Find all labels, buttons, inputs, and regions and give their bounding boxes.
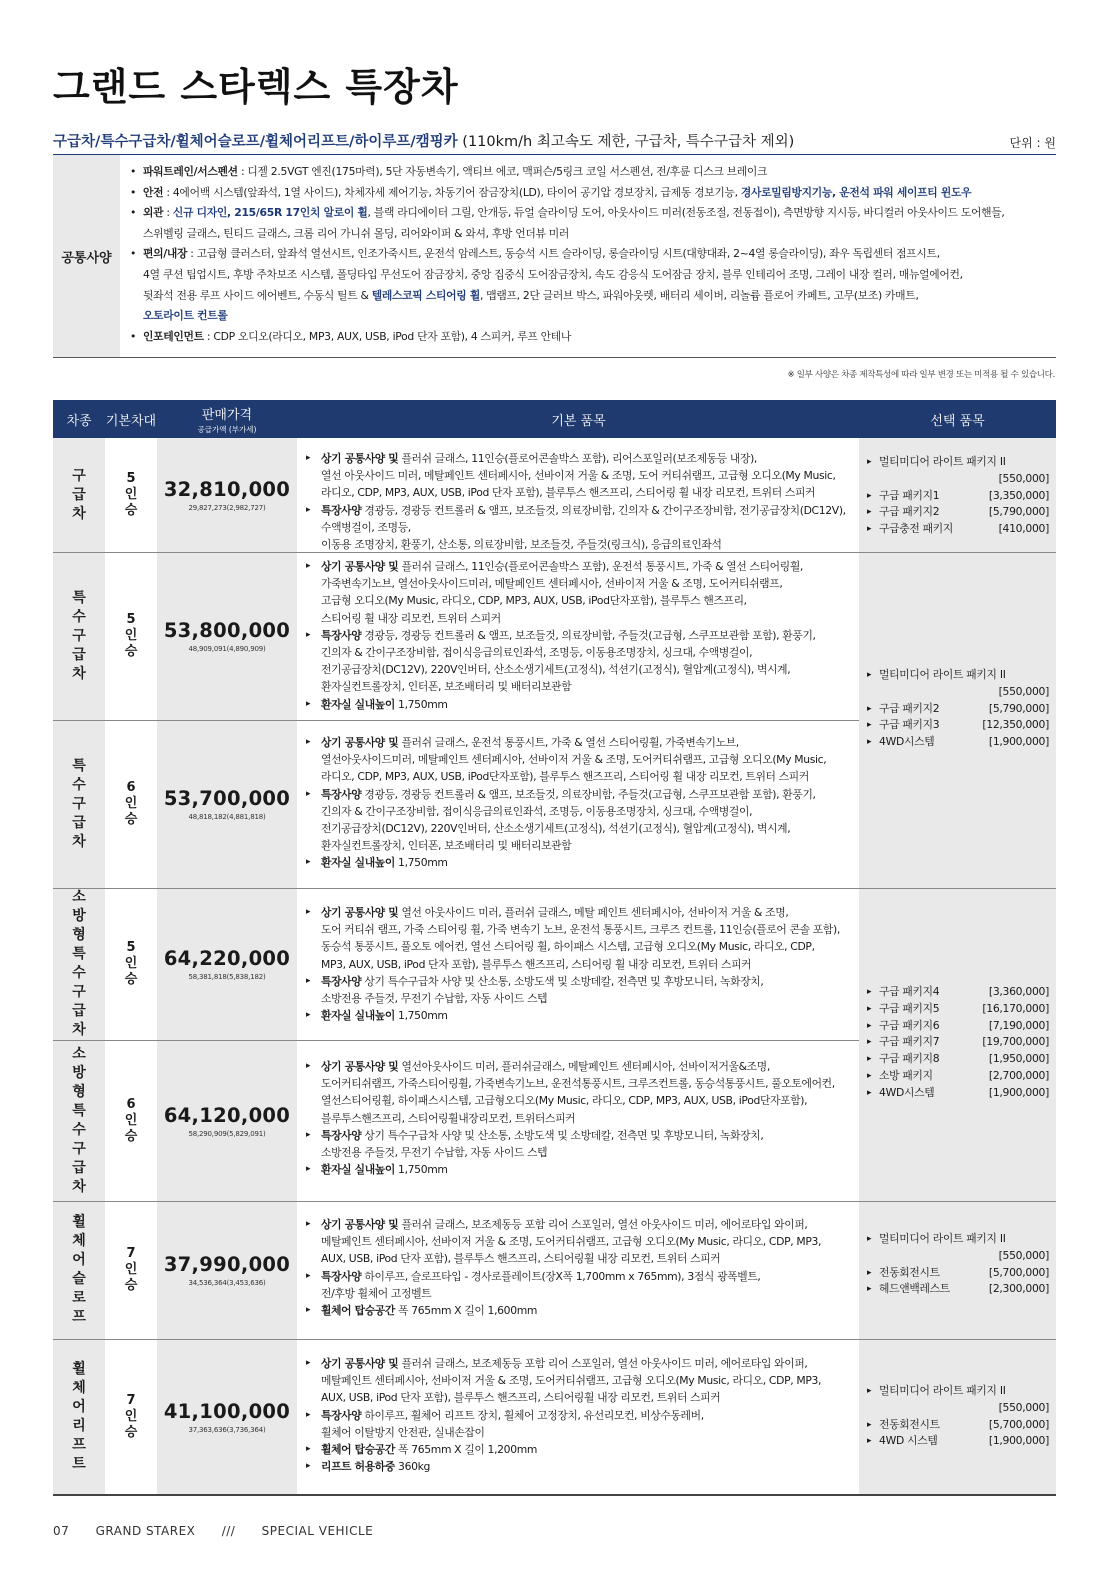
option-price: [5,790,000] [988, 505, 1049, 519]
supply-price: 58,381,818(5,838,182) [188, 973, 266, 981]
seat-count: 6인승 [124, 1096, 138, 1144]
basic-item-label: 상기 공통사양 및 [321, 1060, 399, 1073]
vehicle-type-cell [53, 552, 105, 720]
option-item [867, 984, 1049, 1001]
option-column-divider [859, 552, 1056, 553]
basic-item [301, 1058, 856, 1127]
option-column-divider [859, 888, 1056, 889]
common-spec-item-text: : CDP 오디오(라디오, MP3, AUX, USB, iPod 단자 포함), 4 스피커, 루프 안테나 [203, 329, 572, 343]
basic-item-text: 플러쉬 글래스, 11인승(플로어콘솔박스 포함), 운전석 통풍시트, 가죽 & 열선 스티어링휠, 가죽변속기노브, 열선아웃사이드미러, 메탈페인트 센터페시아, 선바이저 거울 & 조명, 도어커티쉬램프, 고급형 오디오(My Music, 라디오, CDP, MP3, AUX, USB, iPod단자포함), 블루투스 핸즈프리, 스티어링 휠 내장 리모컨, 트위터 스피커 [321, 560, 804, 625]
sale-price: 41,100,000 [163, 1399, 291, 1423]
option-name: 전동회전시트 [879, 1417, 940, 1431]
common-spec-item [127, 265, 1057, 286]
vehicle-type-cell [53, 1201, 105, 1339]
option-price: [1,900,000] [988, 735, 1049, 749]
basic-item-text: 플러쉬 글래스, 보조제동등 포함 리어 스포일러, 열선 아웃사이드 미러, 에어로타입 와이퍼, 메탈페인트 센터페시아, 선바이저 거울 & 조명, 도어커티쉬램프, 고급형 오디오(My Music, 라디오, CDP, MP3, AUX, USB, iPod 단자 포함), 블루투스 핸즈프리, 스티어링휠 내장 리모컨, 트위터 스피커 [321, 1357, 822, 1405]
common-spec-label: 공통사양 [53, 155, 120, 357]
option-column-divider [859, 1339, 1056, 1340]
basic-items-cell [301, 1339, 856, 1494]
option-item [867, 1001, 1049, 1018]
sale-price: 64,220,000 [163, 947, 291, 970]
common-spec-item [127, 162, 1057, 183]
option-price: [3,350,000] [988, 488, 1049, 502]
basic-item-text: 하이루프, 슬로프타입 - 경사로플레이트(장X폭 1,700mm x 765mm), 3점식 광폭벨트, 전/후방 휠체어 고정벨트 [321, 1269, 761, 1300]
option-price: [3,360,000] [988, 985, 1049, 998]
option-name: 멀티미디어 라이트 패키지 II [879, 668, 1006, 681]
basic-item-text: 하이루프, 휠체어 리프트 장치, 휠체어 고정장치, 유선리모컨, 비상수동레버, 휠체어 이탈방지 안전판, 실내손잡이 [321, 1408, 704, 1439]
supply-price: 48,909,091(4,890,909) [188, 645, 266, 653]
seat-count: 7인승 [124, 1246, 138, 1293]
footer-brand: GRAND STAREX [95, 1524, 196, 1538]
seat-count: 5인승 [124, 471, 138, 518]
basic-item-text: 플러쉬 글래스, 운전석 통풍시트, 가죽 & 열선 스티어링휠, 가죽변속기노브, 열선아웃사이드미러, 메탈페인트 센터페시아, 선바이저 거울 & 조명, 도어커티쉬램프, 고급형 오디오(My Music, 라디오, CDP, MP3, AUX, USB, iPod단자포함), 블루투스 핸즈프리, 스티어링 휠 내장 리모컨, 트위터 스피커 [321, 736, 827, 784]
vehicle-type: 소방형특수구급차 [72, 889, 86, 1038]
basic-item-text: 열선 아웃사이드 미러, 플러쉬 글래스, 메탈 페인트 센터페시아, 선바이저 거울 & 조명, 도어 커티쉬 램프, 가죽 스티어링 휠, 가죽 변속기 노브, 운전석 통풍시트, 크루즈 컨트롤, 11인승(플로어 콘솔 포함), 동승석 통풍시트, 풀오토 에어컨, 열선 스티어링 휠, 하이패스 시스템, 고급형 오디오(My Music, 라디오, CDP, MP3, AUX, USB, iPod 단자 포함), 블루투스 핸즈프리, 스티어링 휠 내장 리모컨, 트위터 스피커 [321, 906, 840, 971]
common-spec-item-text: : 디젤 2.5VGT 엔진(175마력), 5단 자동변속기, 액티브 에코, 맥퍼슨/5링크 코일 서스펜션, 전/후륜 디스크 브레이크 [237, 165, 768, 178]
basic-item-label: 특장사양 [321, 1408, 362, 1422]
basic-item-label: 환자실 실내높이 [321, 697, 395, 711]
option-name: 4WD시스템 [879, 735, 935, 749]
header-price: 판매가격 공급가액 (부가세) [197, 407, 257, 434]
basic-item-label: 상기 공통사양 및 [321, 906, 399, 919]
option-price: [1,900,000] [988, 1434, 1049, 1448]
vehicle-type: 특수구급차 [72, 589, 86, 682]
option-item [867, 667, 1049, 701]
basic-item-text: 열선아웃사이드 미러, 플러쉬글래스, 메탈페인트 센터페시아, 선바이저거울&조명, 도어커티쉬램프, 가죽스티어링휠, 가죽변속기노브, 운전석통풍시트, 크루즈컨트롤, 동승석통풍시트, 풀오토에어컨, 열선스티어링휠, 하이패스시스템, 고급형오디오(My Music, 라디오, CDP, MP3, AUX, USB, iPod단자포함), 블루투스핸즈프리, 스티어링휠내장리모컨, 트위터스피커 [321, 1060, 835, 1125]
option-name: 구급 패키지6 [879, 1018, 940, 1032]
basic-item-text: 1,750mm [394, 1163, 448, 1177]
option-name: 구급 패키지1 [879, 488, 940, 502]
option-items-cell [859, 438, 1056, 552]
basic-item [301, 627, 856, 696]
supply-price: 29,827,273(2,982,727) [188, 504, 266, 512]
basic-item-label: 리프트 허용하중 [321, 1460, 395, 1474]
basic-item-text: 플러쉬 글래스, 11인승(플로어콘솔박스 포함), 리어스포일러(보조제동등 내장), 열선 아웃사이드 미러, 메탈페인트 센터페시아, 선바이저 거울 & 조명, 도어 커티쉬램프, 고급형 오디오(My Music, 라디오, CDP, MP3, AUX, USB, iPod 단자 포함), 블루투스 핸즈프리, 스티어링 휠 내장 리모컨, 트위터 스피커 [321, 452, 836, 500]
option-price: [16,170,000] [982, 1001, 1049, 1015]
basic-items-cell [301, 438, 856, 552]
basic-item-label: 환자실 실내높이 [321, 1163, 395, 1177]
basic-item-label: 상기 공통사양 및 [321, 560, 399, 573]
basic-item [301, 734, 856, 786]
basic-item-text: 경광등, 경광등 컨트롤러 & 앰프, 보조들것, 의료장비함, 긴의자 & 간이구조장비함, 전기공급장치(DC12V), 수액병걸이, 조명등, 이동용 조명장치, 환풍기, 산소통, 의료장비함, 보조들것, 주들것(링크식), 응급의료인좌석 [321, 503, 846, 552]
common-spec-item [127, 306, 1057, 327]
common-spec-item-text: 4열 쿠션 팁업시트, 후방 주차보조 시스템, 폴딩타입 무선도어 잠금장치, 중앙 집중식 도어잠금장치, 속도 감응식 도어잠금 장치, 블루 인테리어 조명, 그레이 내장 컬러, 매뉴얼에어컨, [143, 267, 963, 281]
subheading [53, 132, 1056, 152]
base-chassis-cell [105, 438, 157, 552]
option-name: 소방 패키지 [879, 1068, 933, 1082]
price-cell [157, 1339, 297, 1494]
footer [53, 1524, 395, 1538]
option-item [867, 1034, 1049, 1051]
basic-item [301, 1268, 856, 1302]
basic-item [301, 696, 856, 713]
option-item [867, 717, 1049, 734]
unit-label: 단위 : 원 [1009, 136, 1056, 150]
basic-item-label: 특장사양 [321, 1128, 362, 1142]
common-spec-item-label: 인포테인먼트 [143, 329, 204, 343]
basic-item [301, 1441, 856, 1458]
option-name: 구급 패키지5 [879, 1001, 940, 1015]
option-name: 구급 패키지4 [879, 985, 940, 998]
option-price: [12,350,000] [982, 718, 1049, 732]
basic-item-label: 특장사양 [321, 628, 362, 642]
basic-items-cell [301, 552, 856, 720]
page-title: 그랜드 스타렉스 특장차 [53, 65, 459, 109]
common-spec-item-text: , 맵램프, 2단 글러브 박스, 파워아웃렛, 배터리 세이버, 리놀륨 플로어 카페트, 고무(보조) 카매트, [480, 288, 919, 302]
header-type: 차종 [66, 413, 92, 429]
basic-item-text: 상기 특수구급차 사양 및 산소통, 소방도색 및 소방데칼, 전측면 및 후방모니터, 녹화장치, 소방전용 주들것, 무전기 수납함, 자동 사이드 스텝 [321, 974, 764, 1006]
basic-item-text: 상기 특수구급차 사양 및 산소통, 소방도색 및 소방데칼, 전측면 및 후방모니터, 녹화장치, 소방전용 주들것, 무전기 수납함, 자동 사이드 스텝 [321, 1128, 764, 1160]
subheading-models: 구급차/특수구급차/휠체어슬로프/휠체어리프트/하이루프/캠핑카 [53, 134, 458, 150]
option-list [867, 984, 1049, 1102]
vehicle-type: 구급차 [72, 467, 86, 522]
basic-item-text: 플러쉬 글래스, 보조제동등 포함 리어 스포일러, 열선 아웃사이드 미러, 에어로타입 와이퍼, 메탈페인트 센터페시아, 선바이저 거울 & 조명, 도어커티쉬램프, 고급형 오디오(My Music, 라디오, CDP, MP3, AUX, USB, iPod 단자 포함), 블루투스 핸즈프리, 스티어링휠 내장 리모컨, 트위터 스피커 [321, 1218, 822, 1266]
option-item [867, 1433, 1049, 1450]
option-name: 멀티미디어 라이트 패키지 II [879, 1232, 1006, 1245]
base-chassis-cell [105, 720, 157, 888]
vehicle-type-cell [53, 888, 105, 1040]
basic-item [301, 786, 856, 855]
option-price: [550,000] [998, 1400, 1049, 1414]
option-price: [1,900,000] [988, 1085, 1049, 1099]
option-price: [550,000] [998, 684, 1049, 698]
base-chassis-cell [105, 1040, 157, 1201]
supply-price: 34,536,364(3,453,636) [188, 1279, 266, 1287]
header-base: 기본차대 [105, 413, 157, 429]
option-item [867, 1068, 1049, 1085]
option-items-cell [859, 1339, 1056, 1494]
option-name: 멀티미디어 라이트 패키지 II [879, 455, 1006, 468]
option-price: [5,700,000] [988, 1265, 1049, 1279]
supply-price: 48,818,182(4,881,818) [188, 813, 266, 821]
option-list [867, 454, 1049, 538]
price-cell [157, 888, 297, 1040]
option-name: 구급충전 패키지 [879, 522, 954, 536]
vehicle-type-cell [53, 438, 105, 552]
option-name: 구급 패키지3 [879, 718, 940, 732]
disclaimer-note: ※ 일부 사양은 차종 제작특성에 따라 일부 변경 또는 미적용 될 수 있습니다. [787, 370, 1055, 380]
common-spec-item [127, 203, 1057, 224]
basic-item [301, 854, 856, 871]
option-price: [5,700,000] [988, 1417, 1049, 1431]
basic-item-label: 상기 공통사양 및 [321, 452, 399, 465]
sale-price: 37,990,000 [163, 1253, 291, 1276]
option-item [867, 504, 1049, 521]
option-name: 멀티미디어 라이트 패키지 II [879, 1384, 1006, 1397]
option-name: 전동회전시트 [879, 1265, 940, 1279]
option-item [867, 734, 1049, 751]
common-spec-item-label: 파워트레인/서스펜션 [143, 165, 238, 178]
seat-count: 5인승 [124, 940, 138, 987]
basic-item [301, 1127, 856, 1161]
basic-item [301, 1458, 856, 1475]
common-spec-item [127, 327, 1057, 348]
basic-item-text: 경광등, 경광등 컨트롤러 & 앰프, 보조들것, 의료장비함, 주들것(고급형, 스쿠프보관함 포함), 환풍기, 긴의자 & 간이구조장비함, 접이식응급의료인좌석, 조명등, 이동용조명장치, 싱크대, 수액병걸이, 전기공급장치(DC12V), 220V인버터, 산소소생기세트(고정식), 석션기(고정식), 혈압계(고정식), 벽시계, 환자실컨트롤장치, 인터폰, 보조배터리 및 배터리보관함 [321, 787, 816, 853]
common-spec-item [127, 224, 1057, 245]
basic-item-label: 특장사양 [321, 503, 362, 517]
common-spec-item-text: 스위벨링 글래스, 틴티드 글래스, 크롬 리어 가니쉬 몰딩, 리어와이퍼 & 와셔, 후방 언더뷰 미러 [143, 226, 570, 240]
footer-separator: /// [221, 1524, 236, 1538]
basic-item-label: 특장사양 [321, 974, 362, 988]
basic-items-cell [301, 1201, 856, 1339]
basic-items-cell [301, 1040, 856, 1201]
basic-item [301, 1355, 856, 1407]
vehicle-type: 특수구급차 [72, 757, 86, 850]
common-spec-rule [53, 357, 1056, 358]
common-spec-item-text: : 4에어백 시스템(앞좌석, 1열 사이드), 차체자세 제어기능, 차동기어 잠금장치(LD), 타이어 공기압 경보장치, 급제동 경보기능, [163, 185, 741, 199]
option-name: 4WD시스템 [879, 1085, 935, 1099]
basic-items-cell [301, 888, 856, 1040]
vehicle-type: 소방형특수구급차 [72, 1045, 86, 1195]
option-price: [2,300,000] [988, 1282, 1049, 1296]
basic-item-text: 1,750mm [394, 697, 448, 711]
common-spec-item-text: 뒷좌석 전용 루프 사이드 에어벤트, 수동식 틸트 & [143, 288, 372, 302]
basic-item-label: 환자실 실내높이 [321, 856, 395, 870]
option-price: [1,950,000] [988, 1052, 1049, 1066]
option-item [867, 1265, 1049, 1282]
option-price: [550,000] [998, 471, 1049, 485]
base-chassis-cell [105, 1201, 157, 1339]
supply-price: 58,290,909(5,829,091) [188, 1129, 266, 1138]
option-item [867, 1018, 1049, 1035]
basic-item [301, 904, 856, 973]
basic-item [301, 1407, 856, 1441]
option-items-cell [859, 888, 1056, 1201]
basic-item [301, 1302, 856, 1319]
option-item [867, 1417, 1049, 1434]
option-price: [5,790,000] [988, 701, 1049, 715]
basic-item [301, 558, 856, 627]
sale-price: 53,700,000 [163, 787, 291, 810]
common-spec-item-highlight: 경사로밀림방지기능, 운전석 파워 세이프티 윈도우 [740, 185, 972, 199]
header-option: 선택 품목 [930, 413, 985, 429]
basic-item [301, 1161, 856, 1178]
basic-item-label: 특장사양 [321, 1269, 362, 1283]
bottom-rule [53, 1494, 1056, 1496]
basic-item-label: 특장사양 [321, 787, 362, 801]
seat-count: 6인승 [124, 780, 138, 827]
basic-item-text: 폭 765mm X 길이 1,600mm [394, 1304, 538, 1318]
option-price: [410,000] [998, 522, 1049, 536]
option-item [867, 488, 1049, 505]
common-spec-item-highlight: 텔레스코픽 스티어링 휠 [371, 288, 480, 302]
base-chassis-cell [105, 888, 157, 1040]
option-price: [550,000] [998, 1248, 1049, 1262]
option-list [867, 1231, 1049, 1298]
basic-item-text: 경광등, 경광등 컨트롤러 & 앰프, 보조들것, 의료장비함, 주들것(고급형, 스쿠프보관함 포함), 환풍기, 긴의자 & 간이구조장비함, 접이식응급의료인좌석, 조명등, 이동용조명장치, 싱크대, 수액병걸이, 전기공급장치(DC12V), 220V인버터, 산소소생기세트(고정식), 석션기(고정식), 혈압계(고정식), 벽시계, 환자실컨트롤장치, 인터폰, 보조배터리 및 배터리보관함 [321, 628, 816, 694]
basic-items-cell [301, 720, 856, 888]
footer-section: SPECIAL VEHICLE [261, 1524, 374, 1538]
common-spec-item-highlight: 신규 디자인, 215/65R 17인치 알로이 휠 [172, 206, 368, 220]
vehicle-type-cell [53, 1339, 105, 1494]
basic-item-label: 상기 공통사양 및 [321, 736, 399, 749]
basic-item-label: 상기 공통사양 및 [321, 1357, 399, 1370]
option-price: [2,700,000] [988, 1068, 1049, 1082]
option-price: [19,700,000] [982, 1035, 1049, 1049]
seat-count: 5인승 [124, 612, 138, 659]
basic-item-text: 폭 765mm X 길이 1,200mm [394, 1443, 538, 1457]
option-name: 구급 패키지2 [879, 505, 940, 519]
supply-price: 37,363,636(3,736,364) [188, 1425, 266, 1434]
basic-item-text: 1,750mm [394, 1009, 448, 1023]
seat-count: 7인승 [124, 1392, 138, 1440]
price-cell [157, 552, 297, 720]
option-item [867, 521, 1049, 538]
basic-item-label: 환자실 실내높이 [321, 1009, 395, 1023]
base-chassis-cell [105, 1339, 157, 1494]
sale-price: 53,800,000 [163, 619, 291, 642]
common-spec-item-text: : [163, 206, 173, 220]
basic-item-label: 휠체어 탑승공간 [321, 1304, 395, 1318]
vehicle-type-cell [53, 720, 105, 888]
option-item [867, 1085, 1049, 1102]
table-header [53, 400, 1056, 438]
option-item [867, 454, 1049, 488]
common-spec-item [127, 183, 1057, 204]
basic-item [301, 450, 856, 502]
common-spec-item-label: 편의/내장 [143, 247, 188, 261]
option-item [867, 1051, 1049, 1068]
option-item [867, 1231, 1049, 1265]
common-spec-item [127, 244, 1057, 265]
basic-item [301, 1007, 856, 1024]
common-spec-item-label: 안전 [143, 185, 164, 199]
basic-item-text: 1,750mm [394, 856, 448, 870]
common-spec-item-label: 외관 [143, 206, 164, 220]
common-spec-item-text: , 블랙 라디에이터 그릴, 안개등, 듀얼 슬라이딩 도어, 아웃사이드 미러(전동조절, 전동접이), 측면방향 지시등, 바디컬러 아웃사이드 도어핸들, [367, 206, 1005, 220]
option-name: 구급 패키지8 [879, 1052, 940, 1066]
option-name: 4WD 시스템 [879, 1434, 938, 1448]
common-spec-list [127, 162, 1057, 347]
option-item [867, 1383, 1049, 1417]
basic-item [301, 502, 856, 554]
price-cell [157, 720, 297, 888]
option-item [867, 701, 1049, 718]
base-chassis-cell [105, 552, 157, 720]
price-cell [157, 1201, 297, 1339]
common-spec-item-highlight: 오토라이트 컨트롤 [143, 309, 228, 323]
sale-price: 32,810,000 [163, 478, 291, 501]
basic-item [301, 1216, 856, 1268]
option-item [867, 1281, 1049, 1298]
basic-item-label: 상기 공통사양 및 [321, 1218, 399, 1231]
option-name: 헤드앤백레스트 [879, 1282, 950, 1296]
option-name: 구급 패키지2 [879, 701, 940, 715]
common-spec-item-text: : 고급형 클러스터, 앞좌석 열선시트, 인조가죽시트, 운전석 암레스트, 동승석 시트 슬라이딩, 롱슬라이딩 시트(대향대좌, 2~4열 롱슬라이딩), 좌우 독립센터 점프시트, [187, 247, 940, 261]
vehicle-type-cell [53, 1040, 105, 1201]
option-column-divider [859, 1201, 1056, 1202]
basic-item [301, 973, 856, 1007]
common-spec-item [127, 286, 1057, 307]
sale-price: 64,120,000 [163, 1103, 291, 1127]
option-list [867, 667, 1049, 751]
vehicle-type: 휠체어리프트 [72, 1360, 86, 1472]
vehicle-type: 휠체어슬로프 [72, 1214, 86, 1325]
price-cell [157, 1040, 297, 1201]
option-items-cell [859, 1201, 1056, 1339]
subheading-note: (110km/h 최고속도 제한, 구급차, 특수구급차 제외) [457, 134, 795, 150]
option-price: [7,190,000] [988, 1018, 1049, 1032]
price-cell [157, 438, 297, 552]
basic-item-text: 360kg [394, 1460, 431, 1474]
option-name: 구급 패키지7 [879, 1035, 940, 1049]
option-list [867, 1383, 1049, 1450]
basic-item-label: 휠체어 탑승공간 [321, 1443, 395, 1457]
top-rule [53, 154, 1056, 155]
option-items-cell [859, 552, 1056, 888]
page-number: 07 [53, 1524, 70, 1538]
header-basic: 기본 품목 [551, 413, 606, 429]
